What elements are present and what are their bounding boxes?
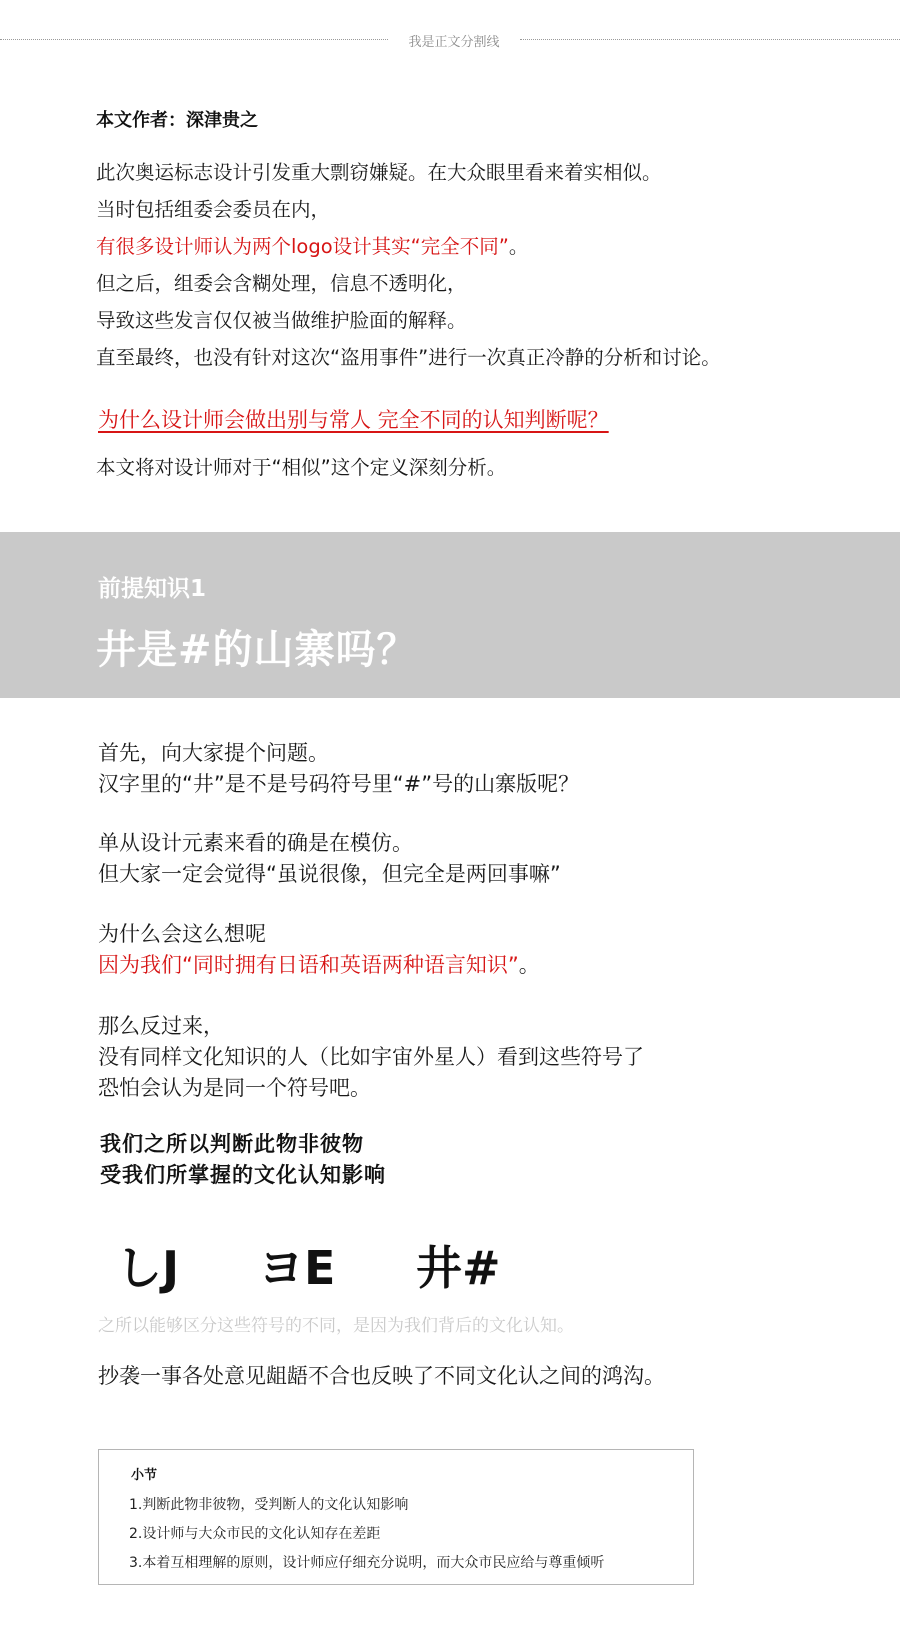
body-line: 单从设计元素来看的确是在模仿。 <box>98 831 413 855</box>
body-line: 汉字里的“井”是不是号码符号里“#”号的山寨版呢？ <box>98 772 580 796</box>
body-line: 那么反过来， <box>98 1014 224 1038</box>
intro-line-6: 直至最终，也没有针对这次“盗用事件”进行一次真正冷静的分析和讨论。 <box>96 346 721 369</box>
summary-item: 3.本着互相理解的原则，设计师应仔细充分说明，而大众市民应给与尊重倾听 <box>129 1555 605 1571</box>
summary-title: 小节 <box>131 1468 158 1483</box>
symbol-pair-3: 井# <box>416 1241 501 1295</box>
author-line: 本文作者：深津贵之 <box>96 110 258 131</box>
intro-line-4: 但之后，组委会含糊处理，信息不透明化， <box>96 272 467 295</box>
summary-item: 1.判断此物非彼物，受判断人的文化认知影响 <box>129 1497 409 1513</box>
body-paragraph-3 <box>98 919 540 981</box>
body-paragraph-4 <box>98 1011 644 1104</box>
banner-kicker: 前提知识1 <box>98 576 207 602</box>
emphasis-block <box>100 1129 386 1191</box>
intro-line-1: 此次奥运标志设计引发重大剽窃嫌疑。在大众眼里看来着实相似。 <box>96 161 662 184</box>
body-line: 没有同样文化知识的人（比如宇宙外星人）看到这些符号了 <box>98 1045 644 1069</box>
intro-line-2: 当时包括组委会委员在内， <box>96 198 331 221</box>
intro-line-5: 导致这些发言仅仅被当做维护脸面的解释。 <box>96 309 467 332</box>
divider-label: 我是正文分割线 <box>408 35 500 50</box>
body-line: 首先，向大家提个问题。 <box>98 741 329 765</box>
question-subline: 本文将对设计师对于“相似”这个定义深刻分析。 <box>96 456 507 479</box>
closing-sentence: 抄袭一事各处意见龃龉不合也反映了不同文化认之间的鸿沟。 <box>98 1364 665 1388</box>
section-divider <box>0 28 900 50</box>
body-line-end: 。 <box>518 953 540 977</box>
emphasis-line-1: 我们之所以判断此物非彼物 <box>100 1132 364 1156</box>
intro-paragraph <box>96 154 896 376</box>
divider-line-right <box>520 39 900 40</box>
intro-highlight: 有很多设计师认为两个logo设计其实“完全不同” <box>96 235 509 258</box>
summary-box <box>98 1449 694 1585</box>
body-paragraph-1 <box>98 738 579 800</box>
banner-title: 井是#的山寨吗？ <box>96 627 418 673</box>
section-banner <box>0 532 900 698</box>
symbol-caption: 之所以能够区分这些符号的不同，是因为我们背后的文化认知。 <box>98 1316 574 1336</box>
symbol-pair-2: ヨE <box>258 1241 336 1295</box>
key-question: 为什么设计师会做出别与常人 完全不同的认知判断呢？ <box>98 408 609 432</box>
body-line: 但大家一定会觉得“虽说很像，但完全是两回事嘛” <box>98 862 561 886</box>
body-line: 为什么会这么想呢 <box>98 922 266 946</box>
body-line <box>98 950 540 981</box>
body-paragraph-2 <box>98 828 561 890</box>
intro-line-3-end: 。 <box>508 235 529 258</box>
body-line: 恐怕会认为是同一个符号吧。 <box>98 1076 371 1100</box>
symbol-pair-1: しJ <box>116 1241 180 1295</box>
emphasis-line-2: 受我们所掌握的文化认知影响 <box>100 1163 386 1187</box>
intro-line-3 <box>96 228 896 265</box>
body-highlight: 因为我们“同时拥有日语和英语两种语言知识” <box>98 953 519 977</box>
summary-item: 2.设计师与大众市民的文化认知存在差距 <box>129 1526 381 1542</box>
divider-line-left <box>0 39 388 40</box>
